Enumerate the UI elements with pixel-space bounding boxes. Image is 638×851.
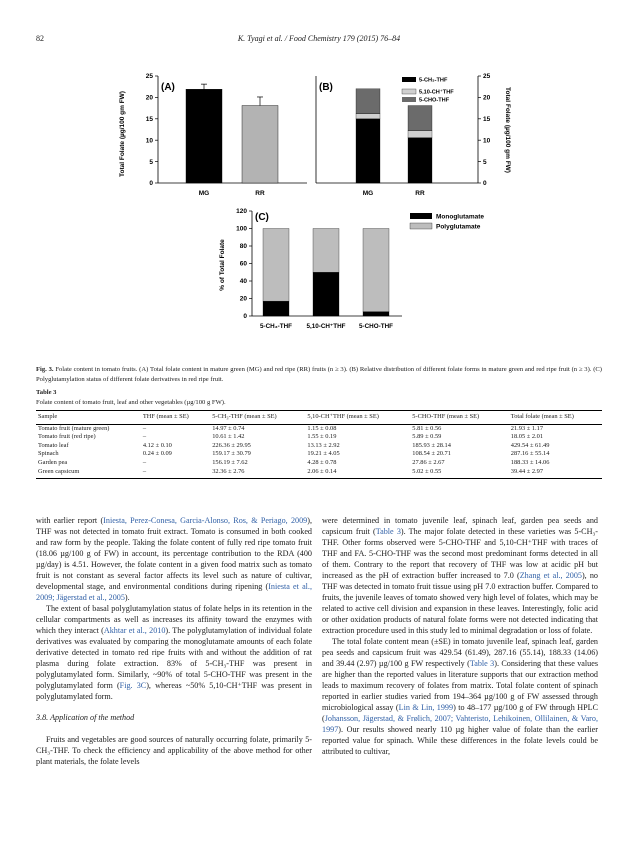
y-tick-label: 20 [239, 295, 247, 303]
text-run: ), whereas ~50% 5,10-CH⁺THF was present in polyglutamylated form. [36, 681, 312, 701]
paragraph [36, 603, 312, 702]
text-run: with earlier report ( [36, 516, 104, 525]
table-title: Folate content of tomato fruit, leaf and other vegetables (µg/100 g FW). [36, 398, 226, 406]
citation-link[interactable]: Johansson, Jägerstad, & Frølich, 2007; Vahteristo, Lehikoinen, Ollilainen, & Varo, 1997 [322, 714, 598, 734]
y-tick-label: 40 [239, 278, 247, 286]
table-cell: 108.54 ± 20.71 [412, 450, 451, 458]
percent-bar-segment [263, 301, 289, 316]
y-tick-label: 5 [149, 158, 153, 166]
panel-c-category-5-10-ch-thf: 5,10-CH⁺THF [306, 323, 346, 330]
stacked-bar-segment [356, 114, 380, 119]
table-header-cell: THF (mean ± SE) [141, 411, 210, 425]
paragraph [322, 636, 598, 757]
y-tick-label: 10 [145, 137, 153, 145]
table-row [36, 468, 602, 479]
table-cell: – [142, 458, 147, 466]
table-header-row [36, 411, 602, 425]
text-run: The total folate content mean (±SE) in tomato juvenile leaf, spinach leaf, garden pea seeds and capsicum fruit was 429.54 (61.49), 287.16 (55.14), 188.33 (14.06) and 39.44 (2.97) µg/100 g FW respectively ( [322, 637, 598, 668]
table-cell: 1.55 ± 0.19 [307, 433, 337, 441]
legend-swatch-5-ch3-thf [402, 77, 416, 82]
panel-b-category-rr: RR [415, 190, 425, 197]
table-cell: 5.02 ± 0.55 [410, 468, 508, 479]
y-tick-label: 80 [239, 243, 247, 251]
text-run: were determined in tomato juvenile leaf, spinach leaf, garden pea seeds and capsicum fruit ( [322, 516, 598, 536]
panel-b-chart [312, 68, 517, 203]
table-header-cell: 5-CH₃-THF (mean ± SE) [210, 411, 305, 425]
table-cell: 5.89 ± 0.59 [412, 433, 442, 441]
table-cell: Green capsicum [36, 468, 141, 479]
legend-swatch-monoglutamate [410, 213, 432, 219]
text-run: ). Our results showed nearly 110 µg higher value of folate than the earlier reported value for spinach. While these differences in the folate levels could be attributed to cultivar, [322, 725, 598, 756]
table-caption [36, 388, 602, 407]
table-cell: Tomato fruit (red ripe) [38, 433, 96, 441]
table-cell: 14.97 ± 0.74 [212, 424, 245, 432]
y-tick-label: 25 [483, 73, 491, 81]
citation-link[interactable]: Zhang et al., 2005 [519, 571, 582, 580]
table-link[interactable]: Table 3 [469, 659, 495, 668]
panel-c-chart [214, 203, 514, 338]
legend-label-5-10-ch-thf: 5,10-CH⁺THF [419, 89, 454, 96]
table-cell: 18.05 ± 2.01 [510, 433, 544, 441]
citation-link[interactable]: Lin & Lin, 1999 [398, 703, 454, 712]
table-cell: – [142, 433, 147, 441]
citation-link[interactable]: Iniesta et al., 2009; Jägerstad et al., 2005 [36, 582, 312, 602]
table-cell: 429.54 ± 61.49 [510, 441, 550, 449]
table-cell: 21.93 ± 1.17 [510, 424, 544, 432]
table-cell: 39.44 ± 2.97 [509, 468, 602, 479]
stacked-bar-segment [408, 138, 432, 183]
text-run: ), THF was not detected in tomato fruit extract. Tomato is consumed in both cooked and raw form by the people. Taking the folate content of fully red ripe tomato fruit (18.06 µg/100 g of FW) in account, its percentage contribution to the RDA (400 µg/day) is 4.51. However, the folate content in a given food matrix such as tomato fruit is not constant as several factor affects its level such as nature of cultivar, developmental stage, and environmental conditions during ripening ( [36, 516, 312, 591]
bar-rr [242, 106, 278, 183]
table-cell: 188.33 ± 14.06 [510, 458, 550, 466]
legend-label-5-ch3-thf: 5-CH₃-THF [419, 77, 448, 84]
stacked-bar-segment [408, 106, 432, 131]
y-tick-label: 100 [236, 225, 247, 233]
table-row [36, 459, 602, 468]
legend-label-monoglutamate: Monoglutamate [436, 213, 485, 221]
figure-link[interactable]: Fig. 3C [119, 681, 147, 690]
table-cell: 13.13 ± 2.92 [307, 441, 340, 449]
percent-bar-segment [363, 312, 389, 316]
figure-caption [36, 365, 602, 384]
figure-panel-c [214, 203, 514, 338]
figure-caption-label: Fig. 3. [36, 366, 54, 373]
table-cell: 159.17 ± 30.79 [212, 450, 251, 458]
stacked-bar-segment [408, 131, 432, 138]
table-cell: 27.86 ± 2.67 [412, 458, 445, 466]
text-run: ). Considering that these values are higher than the reported values in literature supports that our extraction method leads to maximum recovery of folates from matrix. Total folate content of spinach reported in earlier studies varied from 194–364 µg/100 g of FW assessed through microbiological assay ( [322, 659, 598, 712]
y-tick-label: 20 [145, 94, 153, 102]
table-row [36, 433, 602, 442]
table-cell: – [141, 468, 210, 479]
table-cell: 226.36 ± 29.95 [212, 441, 251, 449]
legend-label-polyglutamate: Polyglutamate [436, 223, 481, 231]
table-cell: – [142, 424, 147, 432]
percent-bar-segment [263, 229, 289, 302]
bar-mg [186, 89, 222, 183]
figure-panel-a [120, 68, 310, 203]
running-header [0, 34, 638, 48]
panel-c-category-5-ch3-thf: 5-CH₃-THF [260, 323, 292, 330]
table-cell: 1.15 ± 0.08 [307, 424, 337, 432]
text-run: The extent of basal polyglutamylation status of folate helps in its retention in the cellular compartments as well as increases its affinity toward the enzymes with which they interact ( [36, 604, 312, 635]
y-tick-label: 5 [483, 158, 487, 166]
table-cell: Garden pea [38, 458, 68, 466]
y-tick-label: 15 [145, 116, 153, 123]
citation-link[interactable]: Akhtar et al., 2010 [103, 626, 166, 635]
y-tick-label: 60 [239, 260, 247, 268]
panel-c-category-5-cho-thf: 5-CHO-THF [359, 323, 393, 330]
stacked-bar-segment [356, 119, 380, 183]
paragraph [36, 515, 312, 603]
y-tick-label: 25 [145, 73, 153, 81]
table-cell: 185.93 ± 28.14 [412, 441, 451, 449]
table-cell: Tomato fruit (mature green) [38, 424, 110, 432]
table-row [36, 424, 602, 433]
running-head: K. Tyagi et al. / Food Chemistry 179 (2015) 76–84 [237, 34, 401, 43]
table-cell: Spinach [38, 450, 59, 458]
table-cell: 156.19 ± 7.62 [212, 458, 248, 466]
percent-bar-segment [313, 272, 339, 316]
stacked-bar-segment [356, 89, 380, 114]
legend-swatch-5-10-ch-thf [402, 89, 416, 94]
percent-bar-segment [313, 229, 339, 273]
y-tick-label: 20 [483, 94, 491, 102]
panel-c-ylabel: % of Total Folate [219, 239, 226, 291]
table-cell: 32.36 ± 2.76 [210, 468, 305, 479]
y-tick-label: 0 [243, 313, 247, 321]
table-header-cell: 5-CHO-THF (mean ± SE) [410, 411, 508, 425]
table-header-cell: Total folate (mean ± SE) [509, 411, 602, 425]
legend-swatch-polyglutamate [410, 223, 432, 229]
table-cell: 4.12 ± 0.10 [142, 441, 172, 449]
table-label: Table 3 [36, 389, 57, 396]
text-run: ). The major folate detected in these varieties was 5-CH₃-THF. Other forms observed were 5-CHO-THF and 5,10-CH⁺THF with traces of THF and FA. 5-CHO-THF was the second most predominant forms detected in all of them. Contrary to the report that recovery of THF was low at acidic pH but increased as the pH of extraction buffer increased to 7.0 ( [322, 527, 598, 580]
table-row [36, 442, 602, 451]
table-cell: 19.21 ± 4.05 [307, 450, 340, 458]
page-number: 82 [36, 34, 44, 43]
table-link[interactable]: Table 3 [375, 527, 401, 536]
panel-b-ylabel: Total Folate (µg/100 gm FW) [504, 87, 511, 173]
panel-a-ylabel: Total Folate (µg/100 gm FW) [119, 91, 126, 177]
table-cell: 10.61 ± 1.42 [212, 433, 245, 441]
table-cell: 2.06 ± 0.14 [305, 468, 410, 479]
table-cell: 5.81 ± 0.56 [412, 424, 442, 432]
paragraph [322, 515, 598, 636]
right-column [322, 515, 598, 757]
y-tick-label: 15 [483, 116, 491, 123]
table-header-cell: Sample [36, 411, 141, 425]
table-cell: Tomato leaf [38, 441, 69, 449]
text-run: ). The polyglutamylation of individual folate derivatives was evaluated by comparing the monoglutamate amounts of each folate derivative detected in tomato red ripe fruits with and without the addition of rat plasma during folate extraction. 83% of 5-CH₃-THF was present in polyglutamylated form. Similarly, ~90% of total 5-CHO-THF was present in the polyglutamylated form ( [36, 626, 312, 690]
table-header-cell: 5,10-CH⁺THF (mean ± SE) [305, 411, 410, 425]
table-cell: 287.16 ± 55.14 [510, 450, 550, 458]
percent-bar-segment [363, 229, 389, 312]
y-tick-label: 10 [483, 137, 491, 145]
panel-a-chart [120, 68, 310, 203]
folate-table [36, 410, 602, 479]
table-cell: 0.24 ± 0.09 [142, 450, 172, 458]
text-run: ) to 48–177 µg/100 g of FW through HPLC ( [322, 703, 598, 723]
panel-a-category-mg: MG [198, 190, 210, 197]
text-run: ), no THF was detected in tomato fruit tissue using pH 7.0 extraction buffer. Compared to fruits, the juvenile leaves of tomato showed very high level of folates, which may be related to active cell division and expansion in these leaves. Interestingly, folic acid or other oxidation products of natural folate forms were not detected indicating that extraction procedure used in this study led to minimal degradation or loss of folate. [322, 571, 598, 635]
legend-label-5-cho-thf: 5-CHO-THF [419, 97, 450, 104]
panel-a-label: (A) [161, 82, 175, 93]
figure-caption-text: Folate content in tomato fruits. (A) Total folate content in mature green (MG) and red ripe (RR) fruits (n ≥ 3). (B) Relative distribution of different folate forms in mature green and red ripe fruit (n ≥ 3). (C) Polyglutamylation status of different folate derivatives in red ripe fruit. [36, 366, 602, 383]
figure-panel-b [312, 68, 517, 203]
y-tick-label: 120 [236, 208, 247, 216]
text-run: ). [124, 593, 130, 602]
table-cell: 4.28 ± 0.78 [307, 458, 337, 466]
left-column [36, 515, 312, 767]
y-tick-label: 0 [149, 180, 153, 188]
panel-b-category-mg: MG [362, 190, 374, 197]
citation-link[interactable]: Iniesta, Perez-Conesa, Garcia-Alonso, Ros, & Periago, 2009 [103, 516, 308, 525]
table-row [36, 450, 602, 459]
panel-b-label: (B) [319, 82, 333, 93]
panel-c-label: (C) [255, 212, 269, 223]
legend-swatch-5-cho-thf [402, 97, 416, 102]
paragraph: Fruits and vegetables are good sources of naturally occurring folate, primarily 5-CH₃-THF. To check the efficiency and applicability of the above method for other plant materials, the folate levels [36, 735, 312, 766]
section-heading: 3.8. Application of the method [36, 713, 135, 722]
panel-a-category-rr: RR [255, 190, 265, 197]
y-tick-label: 0 [483, 180, 487, 188]
